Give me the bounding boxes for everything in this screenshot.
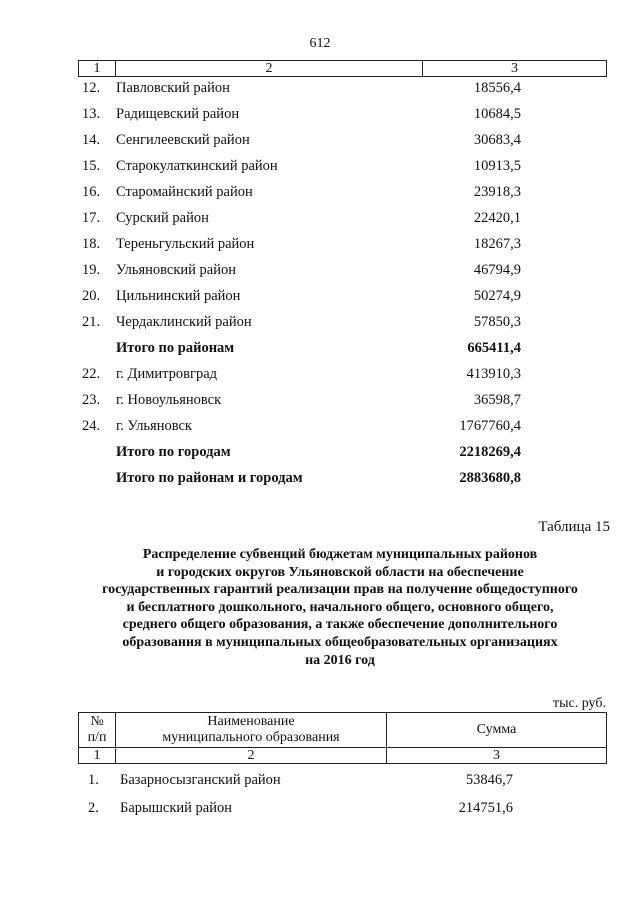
header-name-line2: муниципального образования — [162, 730, 340, 745]
page-number: 612 — [309, 36, 331, 51]
row-value: 2883680,8 — [459, 470, 521, 486]
row-value: 18267,3 — [473, 236, 521, 252]
column-index-3: 3 — [423, 61, 607, 77]
row-number: 19. — [82, 262, 101, 278]
row-number: 18. — [82, 236, 101, 252]
table-label: Таблица 15 — [538, 519, 610, 535]
table-row — [78, 261, 607, 287]
table-row — [78, 183, 607, 209]
title-line: и городских округов Ульяновской области на обеспечение — [156, 564, 524, 580]
index-2: 2 — [116, 748, 387, 764]
header-number — [79, 713, 116, 748]
table-row — [78, 365, 607, 391]
row-name: г. Ульяновск — [116, 418, 192, 434]
row-value: 46794,9 — [473, 262, 521, 278]
table-row — [78, 131, 607, 157]
header-number-line2: п/п — [87, 730, 107, 745]
title-line: государственных гарантий реализации прав на получение общедоступного — [102, 582, 578, 598]
header-name-line1: Наименование — [207, 714, 295, 729]
row-name: г. Димитровград — [116, 366, 218, 382]
table-title — [70, 546, 610, 669]
row-number: 2. — [88, 800, 99, 816]
row-name: Сенгилеевский район — [116, 132, 250, 148]
continuation-table-header — [78, 60, 607, 77]
row-name: Старомайнский район — [116, 184, 253, 200]
row-value: 36598,7 — [473, 392, 521, 408]
row-value: 50274,9 — [473, 288, 521, 304]
row-value: 18556,4 — [473, 80, 521, 96]
row-number: 15. — [82, 158, 101, 174]
header-number-line1: № — [90, 714, 104, 729]
row-name: Павловский район — [116, 80, 230, 96]
row-value: 2218269,4 — [459, 444, 521, 460]
title-line: и бесплатного дошкольного, начального общего, основного общего, — [126, 599, 554, 615]
row-number: 16. — [82, 184, 101, 200]
row-name: Итого по районам и городам — [116, 470, 303, 486]
row-number: 17. — [82, 210, 101, 226]
table-row — [78, 79, 607, 105]
row-number: 22. — [82, 366, 101, 382]
index-3: 3 — [387, 748, 607, 764]
row-value: 53846,7 — [465, 772, 513, 788]
title-line: среднего общего образования, а также обеспечение дополнительного — [122, 617, 558, 633]
row-name: Радищевский район — [116, 106, 240, 122]
row-number: 23. — [82, 392, 101, 408]
row-name: Старокулаткинский район — [116, 158, 278, 174]
row-value: 23918,3 — [473, 184, 521, 200]
row-name: Итого по районам — [116, 340, 235, 356]
row-name: Итого по городам — [116, 444, 231, 460]
continuation-table-body — [78, 79, 607, 495]
row-value: 214751,6 — [458, 800, 513, 816]
row-value: 22420,1 — [473, 210, 521, 226]
title-line: образования в муниципальных общеобразовательных организациях — [122, 634, 558, 650]
row-name: Базарносызганский район — [120, 772, 281, 788]
row-name: Тереньгульский район — [116, 236, 255, 252]
table-row — [78, 443, 607, 469]
table-row — [78, 391, 607, 417]
row-name: Ульяновский район — [116, 262, 237, 278]
title-line: Распределение субвенций бюджетам муниципальных районов — [142, 547, 538, 562]
column-index-1: 1 — [79, 61, 116, 77]
title-line: на 2016 год — [305, 652, 375, 668]
row-number: 21. — [82, 314, 101, 330]
header-sum: Сумма — [387, 713, 607, 748]
row-name: Барышский район — [120, 800, 232, 816]
table-row — [78, 799, 607, 827]
table-row — [78, 339, 607, 365]
row-name: Чердаклинский район — [116, 314, 252, 330]
table-row — [78, 313, 607, 339]
row-number: 14. — [82, 132, 101, 148]
row-name: Сурский район — [116, 210, 209, 226]
row-value: 665411,4 — [467, 340, 521, 356]
table-row — [78, 157, 607, 183]
row-value: 30683,4 — [473, 132, 521, 148]
row-number: 24. — [82, 418, 101, 434]
main-table-header — [78, 712, 607, 764]
row-name: г. Новоульяновск — [116, 392, 222, 408]
table-row — [78, 469, 607, 495]
index-1: 1 — [79, 748, 116, 764]
table-row — [78, 287, 607, 313]
table-row — [78, 235, 607, 261]
row-value: 57850,3 — [473, 314, 521, 330]
table-row — [78, 771, 607, 799]
main-table-body — [78, 771, 607, 827]
row-number: 1. — [88, 772, 99, 788]
table-row — [78, 417, 607, 443]
row-value: 1767760,4 — [459, 418, 521, 434]
row-number: 20. — [82, 288, 101, 304]
row-name: Цильнинский район — [116, 288, 241, 304]
row-number: 13. — [82, 106, 101, 122]
units-label: тыс. руб. — [553, 696, 606, 711]
table-row — [78, 105, 607, 131]
header-name — [116, 713, 387, 748]
row-number: 12. — [82, 80, 101, 96]
column-index-2: 2 — [116, 61, 423, 77]
row-value: 10684,5 — [473, 106, 521, 122]
row-value: 413910,3 — [466, 366, 521, 382]
row-value: 10913,5 — [473, 158, 521, 174]
table-row — [78, 209, 607, 235]
